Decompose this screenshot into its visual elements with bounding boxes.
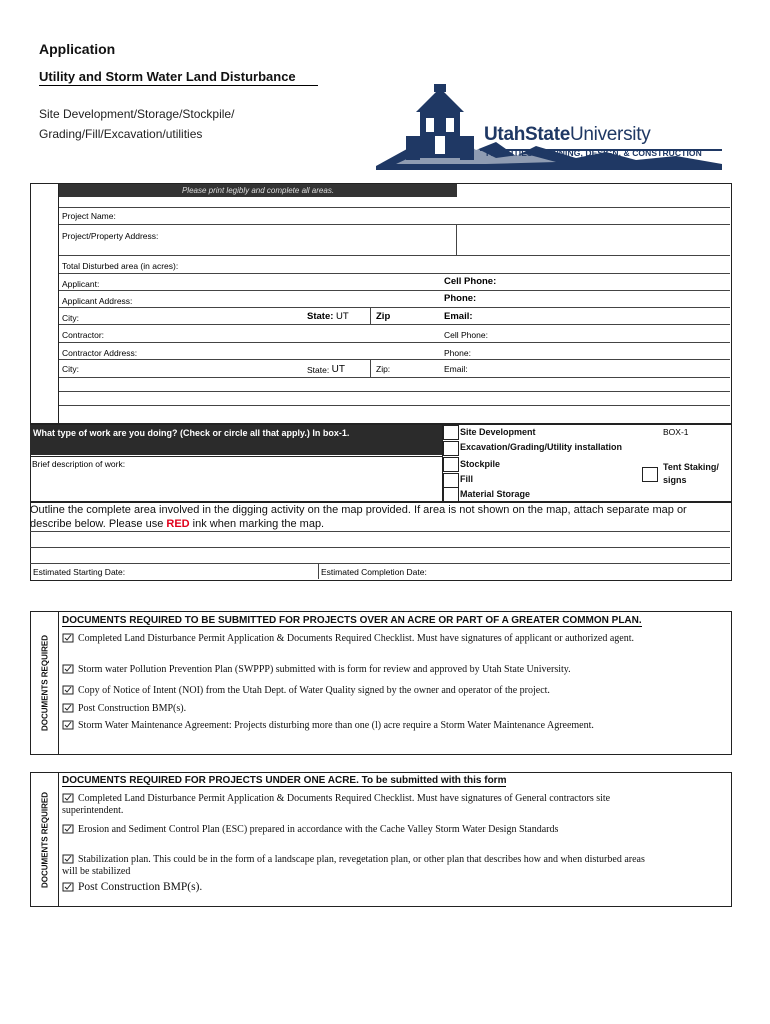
docs-over-item-5 bbox=[62, 719, 722, 732]
usu-logo-name-regular: University bbox=[569, 124, 651, 145]
site-development-checkbox[interactable] bbox=[443, 425, 459, 440]
desc-line-2: Grading/Fill/Excavation/utilities bbox=[39, 127, 203, 141]
red-ink-word: RED bbox=[166, 518, 190, 530]
material-storage-checkbox[interactable] bbox=[443, 487, 459, 502]
outline-line-2-post: ink when marking the map. bbox=[189, 518, 325, 530]
state-label-2-text: State: bbox=[307, 365, 330, 375]
box-1-label: BOX-1 bbox=[663, 427, 689, 437]
excavation-checkbox[interactable] bbox=[443, 441, 459, 456]
usu-logo-name-bold: UtahState bbox=[484, 124, 570, 145]
state-label-2 bbox=[307, 364, 345, 375]
checklist-icon bbox=[62, 853, 74, 864]
project-address-label: Project/Property Address: bbox=[62, 231, 159, 241]
docs-under-item-3 bbox=[62, 853, 722, 878]
docs-under-item-1-line-2: superintendent. bbox=[62, 805, 124, 816]
docs-under-item-4 bbox=[62, 881, 722, 893]
docs-under-item-4-text: Post Construction BMP(s). bbox=[78, 881, 203, 893]
zip-label-2: Zip: bbox=[376, 364, 391, 374]
tent-staking-checkbox[interactable] bbox=[642, 467, 658, 482]
stockpile-checkbox[interactable] bbox=[443, 457, 459, 472]
phone-label-2: Phone: bbox=[444, 348, 471, 358]
instruction-banner: Please print legibly and complete all areas. bbox=[59, 184, 457, 197]
material-storage-option: Material Storage bbox=[460, 489, 531, 499]
docs-under-side-text: DOCUMENTS REQUIRED bbox=[40, 791, 49, 888]
work-type-banner bbox=[30, 425, 442, 455]
city-label-2: City: bbox=[62, 364, 79, 374]
docs-over-side-text: DOCUMENTS REQUIRED bbox=[40, 634, 49, 732]
checklist-icon bbox=[62, 881, 74, 892]
state-value-1: UT bbox=[336, 311, 349, 322]
outline-line-2 bbox=[30, 517, 720, 531]
brief-description-label: Brief description of work: bbox=[32, 459, 126, 469]
site-development-option: Site Development bbox=[460, 427, 536, 437]
docs-over-item-5-text: Storm Water Maintenance Agreement: Projects disturbing more than one (l) acre require a Storm Water Maintenance Agreement. bbox=[78, 720, 594, 731]
outline-line-1: Outline the complete area involved in the digging activity on the map provided. If area is not shown on the map, attach separate map or bbox=[30, 504, 687, 516]
tent-staking-option bbox=[663, 461, 719, 487]
page-description bbox=[39, 104, 234, 144]
completion-date-label: Estimated Completion Date: bbox=[321, 567, 427, 577]
checklist-icon bbox=[62, 663, 74, 674]
outline-line-2-pre: describe below. Please use bbox=[30, 518, 167, 530]
total-area-label: Total Disturbed area (in acres): bbox=[62, 261, 179, 271]
page-subtitle: Utility and Storm Water Land Disturbance bbox=[39, 69, 318, 86]
checklist-icon bbox=[62, 823, 74, 834]
applicant-label: Applicant: bbox=[62, 279, 100, 289]
docs-under-item-2-text: Erosion and Sediment Control Plan (ESC) prepared in accordance with the Cache Valley Storm Water Design Standards bbox=[78, 824, 559, 835]
state-value-2: UT bbox=[331, 364, 345, 375]
docs-over-item-2-text: Storm water Pollution Prevention Plan (SWPPP) submitted with is form for review and approved by Utah State University. bbox=[78, 664, 571, 675]
state-label-1 bbox=[307, 311, 349, 322]
fill-option: Fill bbox=[460, 474, 473, 484]
contractor-address-label: Contractor Address: bbox=[62, 348, 138, 358]
docs-over-heading: DOCUMENTS REQUIRED TO BE SUBMITTED FOR PROJECTS OVER AN ACRE OR PART OF A GREATER COMMON PLAN. bbox=[62, 615, 642, 626]
usu-logo-name bbox=[484, 124, 650, 146]
docs-under-acre-section bbox=[30, 772, 732, 907]
tent-staking-line-1: Tent Staking/ bbox=[663, 462, 719, 472]
checklist-icon bbox=[62, 719, 74, 730]
docs-under-item-2 bbox=[62, 823, 722, 836]
docs-over-item-2 bbox=[62, 663, 722, 676]
contractor-label: Contractor: bbox=[62, 330, 105, 340]
cell-phone-label-1: Cell Phone: bbox=[444, 276, 497, 287]
page-title: Application bbox=[39, 41, 116, 57]
state-label-1-text: State: bbox=[307, 311, 334, 322]
docs-under-item-1 bbox=[62, 792, 722, 817]
stockpile-option: Stockpile bbox=[460, 459, 501, 469]
phone-label-1: Phone: bbox=[444, 293, 477, 304]
docs-over-side-label bbox=[31, 612, 59, 754]
start-date-label: Estimated Starting Date: bbox=[33, 567, 126, 577]
applicant-address-label: Applicant Address: bbox=[62, 296, 133, 306]
project-name-label: Project Name: bbox=[62, 211, 116, 221]
docs-under-item-1-line-1: Completed Land Disturbance Permit Application & Documents Required Checklist. Must have signatures of General contractors site bbox=[78, 793, 611, 804]
fill-checkbox[interactable] bbox=[443, 473, 459, 488]
form-left-margin bbox=[30, 184, 59, 423]
docs-over-item-3-text: Copy of Notice of Intent (NOI) from the Utah Dept. of Water Quality signed by the owner and operator of the project. bbox=[78, 685, 550, 696]
docs-over-item-4-text: Post Construction BMP(s). bbox=[78, 703, 187, 714]
docs-over-item-1 bbox=[62, 632, 722, 645]
docs-under-side-label bbox=[31, 773, 59, 906]
docs-over-acre-section bbox=[30, 611, 732, 755]
cell-phone-label-2: Cell Phone: bbox=[444, 330, 488, 340]
city-label-1: City: bbox=[62, 313, 79, 323]
docs-over-item-1-text: Completed Land Disturbance Permit Application & Documents Required Checklist. Must have signatures of applicant or authorized agent. bbox=[78, 633, 634, 644]
docs-over-item-4 bbox=[62, 702, 722, 715]
work-type-question: What type of work are you doing? (Check or circle all that apply.) In box-1. bbox=[33, 428, 350, 438]
outline-instructions bbox=[30, 503, 720, 531]
excavation-option: Excavation/Grading/Utility installation bbox=[460, 442, 623, 452]
checklist-icon bbox=[62, 792, 74, 803]
docs-under-heading: DOCUMENTS REQUIRED FOR PROJECTS UNDER ONE ACRE. To be submitted with this form bbox=[62, 775, 507, 786]
docs-under-item-3-line-2: will be stabilized bbox=[62, 866, 131, 877]
usu-logo-dept: FACILITIES PLANNING, DESIGN, & CONSTRUCTION bbox=[486, 148, 702, 158]
checklist-icon bbox=[62, 702, 74, 713]
zip-label-1: Zip bbox=[376, 311, 391, 322]
tent-staking-line-2: signs bbox=[663, 475, 687, 485]
applicant-form bbox=[30, 183, 732, 425]
checklist-icon bbox=[62, 684, 74, 695]
desc-line-1: Site Development/Storage/Stockpile/ bbox=[39, 107, 235, 121]
email-label-1: Email: bbox=[444, 311, 473, 322]
checklist-icon bbox=[62, 632, 74, 643]
email-label-2: Email: bbox=[444, 364, 468, 374]
docs-over-item-3 bbox=[62, 684, 722, 697]
docs-under-item-3-line-1: Stabilization plan. This could be in the form of a landscape plan, revegetation plan, or other plan that describes how and when disturbed areas bbox=[78, 854, 645, 865]
